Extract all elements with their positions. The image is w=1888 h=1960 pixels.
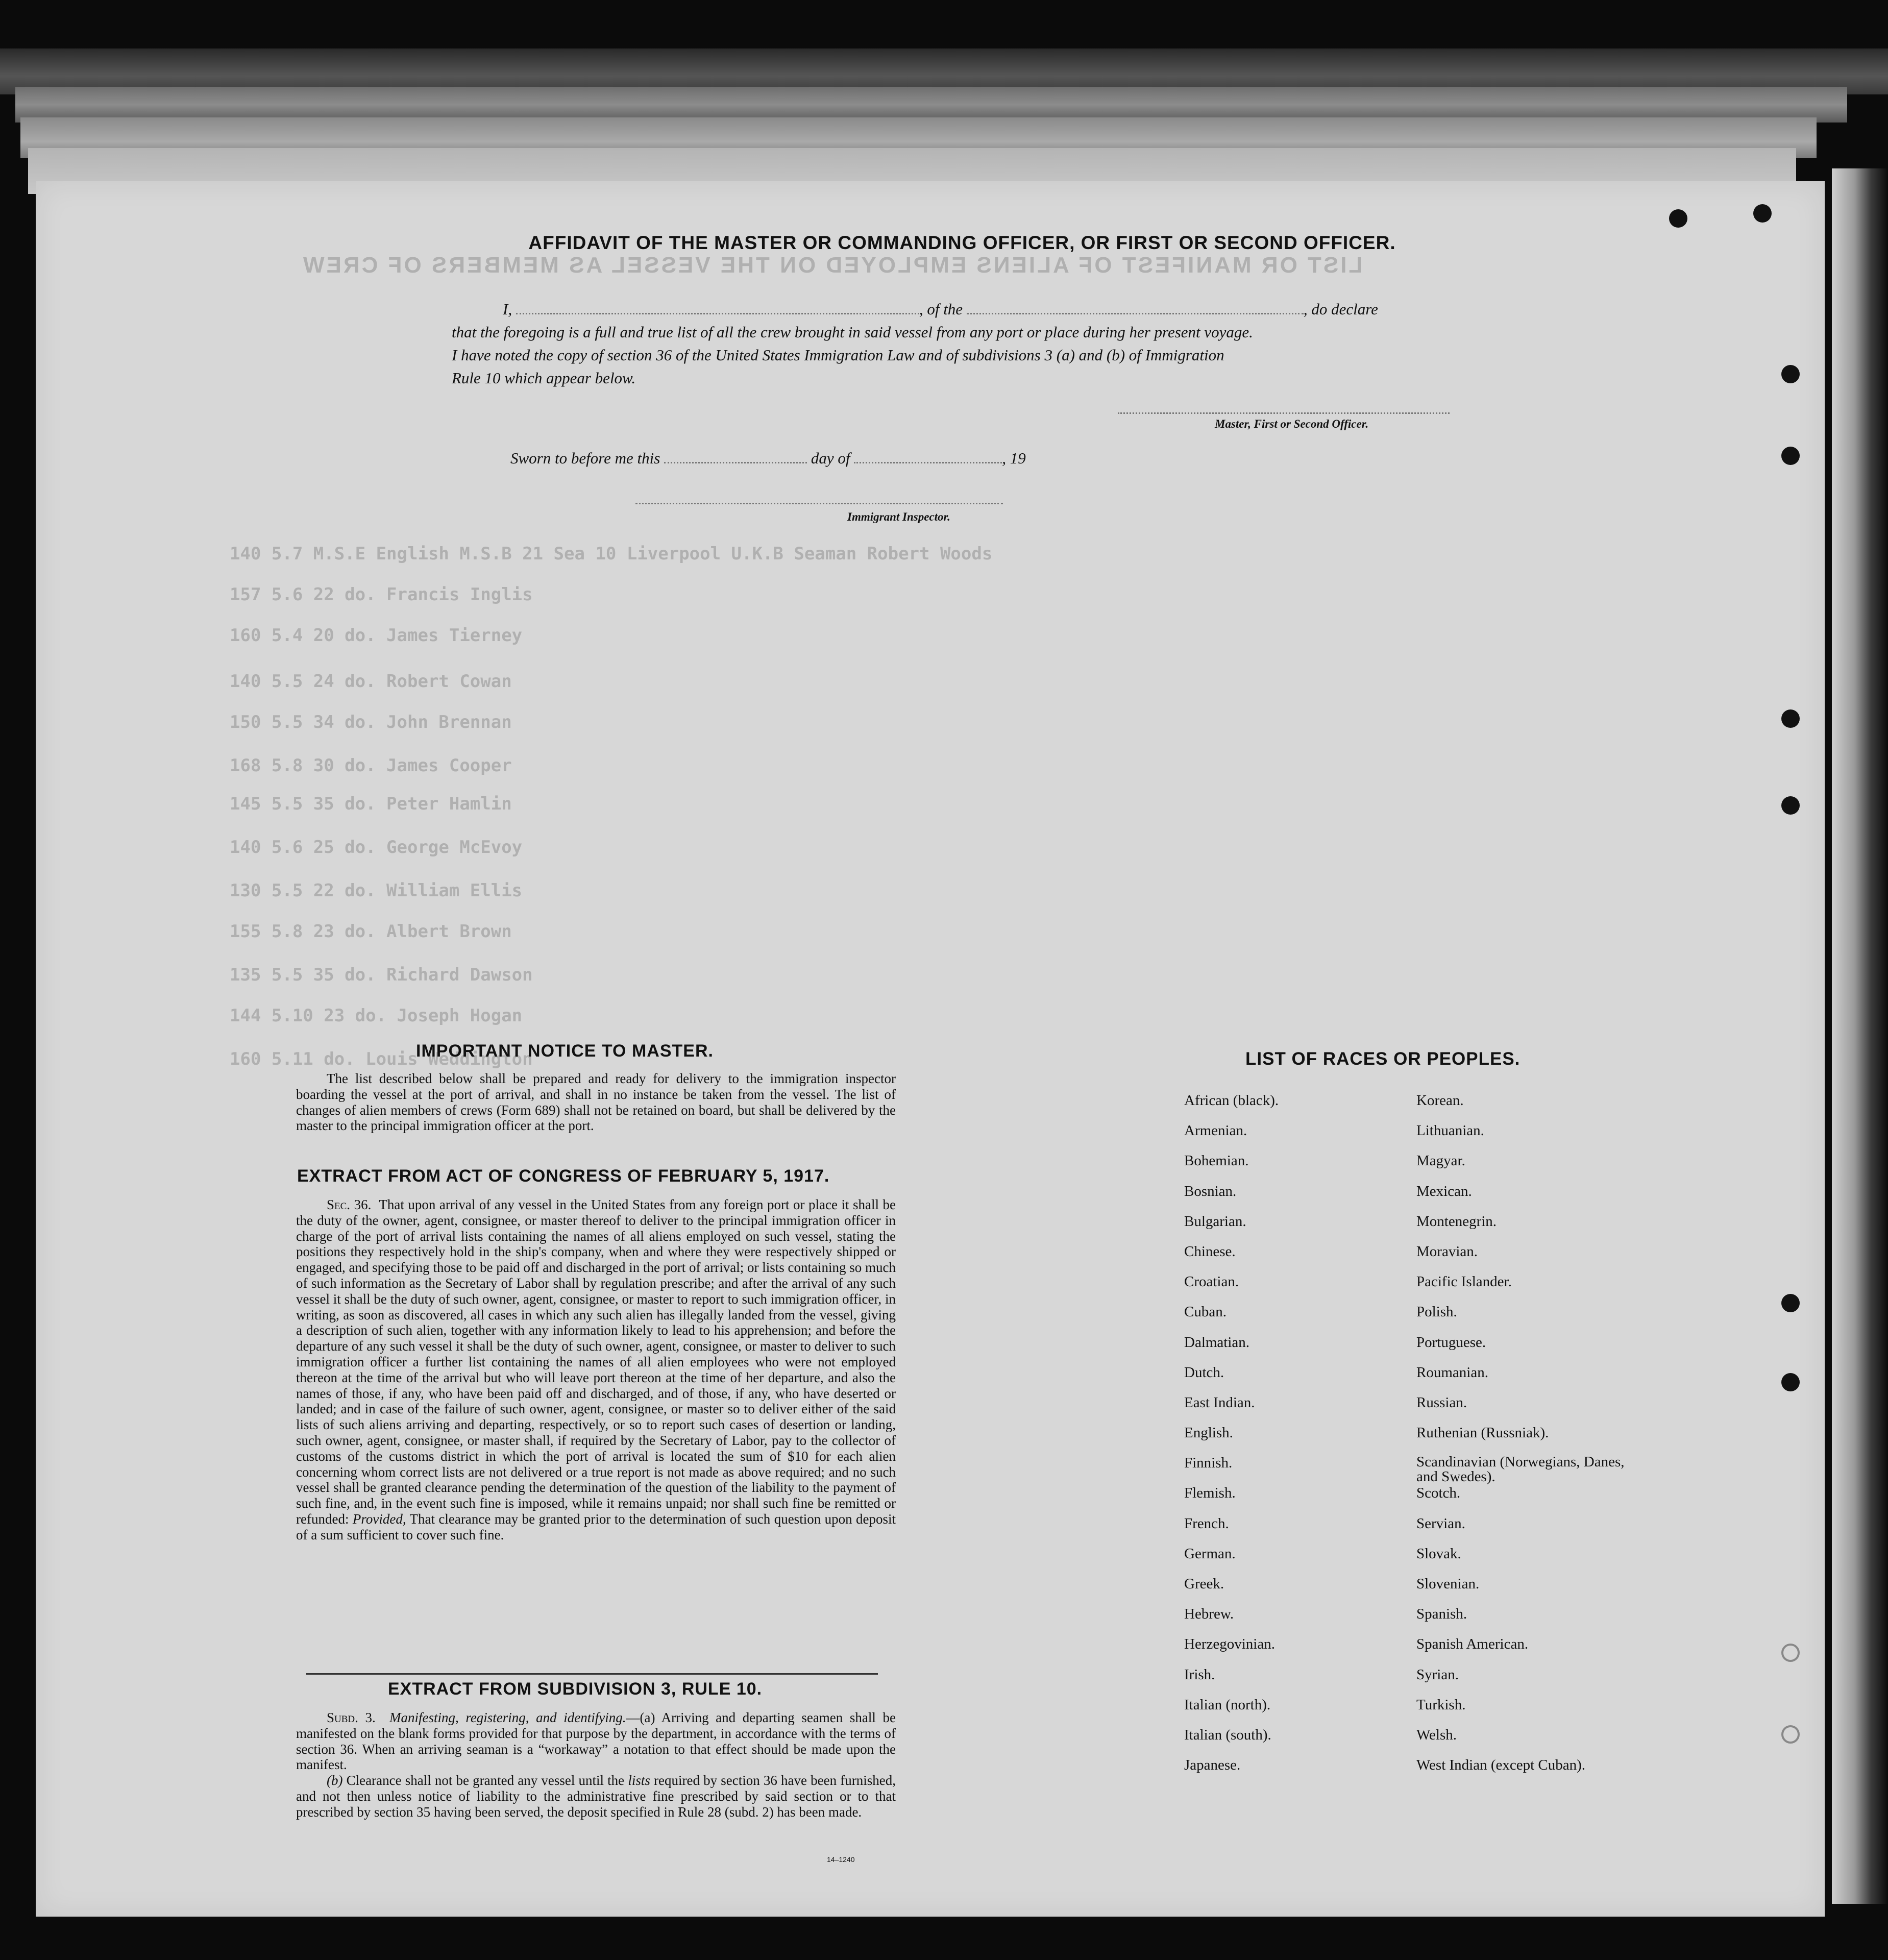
- bleed-through-row: 160 5.4 20 do. James Tierney: [230, 625, 523, 646]
- punch-hole: [1781, 709, 1800, 728]
- race-item: German.: [1184, 1545, 1236, 1562]
- sworn-day-of: day of: [811, 449, 850, 467]
- section-divider: [306, 1673, 878, 1675]
- punch-hole: [1781, 1725, 1800, 1744]
- race-item: Korean.: [1416, 1092, 1464, 1109]
- sworn-year-prefix: , 19: [1002, 449, 1026, 467]
- races-list-left: [1184, 1092, 1429, 1787]
- punch-hole: [1781, 796, 1800, 815]
- affidavit-text-line: that the foregoing is a full and true list of all the crew brought in said vessel from any port or place during her present voyage.: [452, 323, 1253, 341]
- affidavit-title: AFFIDAVIT OF THE MASTER OR COMMANDING OFFICER, OR FIRST OR SECOND OFFICER.: [528, 232, 1396, 253]
- punch-hole: [1781, 1373, 1800, 1391]
- race-item: French.: [1184, 1515, 1229, 1532]
- race-item: Italian (north).: [1184, 1696, 1271, 1713]
- race-item: Slovak.: [1416, 1545, 1461, 1562]
- race-item: Japanese.: [1184, 1757, 1241, 1774]
- race-item: Russian.: [1416, 1394, 1467, 1411]
- affidavit-declare: , do declare: [1303, 300, 1378, 318]
- bleed-through-row: 150 5.5 34 do. John Brennan: [230, 712, 512, 732]
- vessel-name-field[interactable]: [967, 313, 1304, 314]
- notice-paragraph: The list described below shall be prepared and ready for delivery to the immigration inspector boarding the vessel at the port of arrival, and shall in no instance be taken from the vessel. The list of changes of alien members of crews (Form 689) shall not be retained on board, but shall be delivered by the master to the principal immigration officer at the port.: [296, 1071, 896, 1134]
- race-item: Polish.: [1416, 1304, 1457, 1320]
- race-item: Dalmatian.: [1184, 1334, 1250, 1351]
- race-item: Hebrew.: [1184, 1606, 1234, 1623]
- race-item: Montenegrin.: [1416, 1213, 1497, 1230]
- race-item: Herzegovinian.: [1184, 1636, 1275, 1653]
- race-item: Irish.: [1184, 1666, 1215, 1683]
- race-item: Welsh.: [1416, 1726, 1457, 1743]
- race-item: African (black).: [1184, 1092, 1279, 1109]
- bleed-through-row: 144 5.10 23 do. Joseph Hogan: [230, 1006, 523, 1026]
- race-item: Flemish.: [1184, 1485, 1236, 1502]
- bleed-through-row: 145 5.5 35 do. Peter Hamlin: [230, 794, 512, 814]
- sworn-line: [510, 449, 1026, 468]
- race-item: Servian.: [1416, 1515, 1465, 1532]
- race-item: Magyar.: [1416, 1153, 1465, 1169]
- inspector-signature-caption: Immigrant Inspector.: [847, 510, 950, 523]
- bleed-through-row: 155 5.8 23 do. Albert Brown: [230, 921, 512, 942]
- act-text: [296, 1197, 896, 1543]
- rule-text-b-lists: lists: [628, 1773, 650, 1788]
- race-item: Greek.: [1184, 1576, 1224, 1592]
- race-item: Scandinavian (Norwegians, Danes, and Swedes).: [1416, 1454, 1625, 1485]
- punch-hole: [1669, 209, 1687, 228]
- races-list-right: [1416, 1092, 1631, 1787]
- rule-text-a: —(a) Arriving and departing seamen shall be manifested on the blank forms provided for that purpose by the department, in accordance with the terms of section 36. When an arriving seaman is a “workaway” a notation to that effect should be made upon the manifest.: [296, 1710, 896, 1773]
- race-item: Syrian.: [1416, 1666, 1459, 1683]
- notice-text: [296, 1071, 896, 1134]
- race-item: Scotch.: [1416, 1485, 1461, 1502]
- race-item: Cuban.: [1184, 1304, 1227, 1320]
- act-title: EXTRACT FROM ACT OF CONGRESS OF FEBRUARY 5, 1917.: [297, 1166, 830, 1186]
- bleed-through-row: 140 5.5 24 do. Robert Cowan: [230, 671, 512, 692]
- bleed-through-row: 130 5.5 22 do. William Ellis: [230, 880, 523, 901]
- race-item: Slovenian.: [1416, 1576, 1480, 1592]
- bleed-through-row: 168 5.8 30 do. James Cooper: [230, 755, 512, 776]
- race-item: Italian (south).: [1184, 1726, 1271, 1743]
- bleed-through-row: 140 5.7 M.S.E English M.S.B 21 Sea 10 Liverpool U.K.B Seaman Robert Woods: [230, 544, 993, 564]
- race-item: West Indian (except Cuban).: [1416, 1757, 1586, 1774]
- punch-hole: [1781, 365, 1800, 383]
- master-signature-caption: Master, First or Second Officer.: [1215, 418, 1369, 430]
- affidavit-text-line: Rule 10 which appear below.: [452, 369, 636, 387]
- rule-text-b1: Clearance shall not be granted any vessel until the: [346, 1773, 625, 1788]
- punch-hole: [1781, 1644, 1800, 1662]
- sworn-day-field[interactable]: [664, 462, 807, 463]
- punch-hole: [1753, 204, 1772, 223]
- race-item: Portuguese.: [1416, 1334, 1486, 1351]
- act-proviso-text: That clearance may be granted prior to the determination of such question upon deposit of a sum sufficient to cover such fine.: [296, 1511, 896, 1542]
- rule-title: EXTRACT FROM SUBDIVISION 3, RULE 10.: [388, 1679, 763, 1699]
- rule-b-label: (b): [327, 1773, 343, 1788]
- act-section-label: Sec. 36.: [327, 1197, 372, 1212]
- race-item: Ruthenian (Russniak).: [1416, 1425, 1549, 1441]
- affidavit-of-the: , of the: [919, 300, 963, 318]
- bleed-through-row: 135 5.5 35 do. Richard Dawson: [230, 965, 533, 985]
- affidavit-i: I,: [503, 300, 512, 318]
- inspector-signature-line[interactable]: [635, 503, 1003, 504]
- sworn-month-field[interactable]: [854, 462, 1002, 463]
- sworn-text: Sworn to before me this: [510, 449, 660, 467]
- rule-text: [296, 1710, 896, 1820]
- bleed-through-row: 140 5.6 25 do. George McEvoy: [230, 837, 523, 857]
- affidavit-text-line: I have noted the copy of section 36 of the United States Immigration Law and of subdivisions 3 (a) and (b) of Immigration: [452, 346, 1224, 364]
- race-item: Croatian.: [1184, 1273, 1239, 1290]
- races-title: LIST OF RACES OR PEOPLES.: [1245, 1049, 1521, 1069]
- race-item: Pacific Islander.: [1416, 1273, 1512, 1290]
- race-item: Dutch.: [1184, 1364, 1224, 1381]
- punch-hole: [1781, 447, 1800, 465]
- officer-name-field[interactable]: [516, 313, 919, 314]
- race-item: Moravian.: [1416, 1243, 1478, 1260]
- sheet-edge: [1832, 168, 1888, 1904]
- race-item: Spanish.: [1416, 1606, 1467, 1623]
- bleed-through-row: 157 5.6 22 do. Francis Inglis: [230, 584, 533, 605]
- punch-hole: [1781, 1294, 1800, 1312]
- race-item: Bosnian.: [1184, 1183, 1237, 1199]
- race-item: Armenian.: [1184, 1122, 1247, 1139]
- form-number: 14–1240: [827, 1855, 855, 1864]
- race-item: Turkish.: [1416, 1696, 1466, 1713]
- notice-title: IMPORTANT NOTICE TO MASTER.: [416, 1041, 714, 1061]
- rule-text-b2: required by section 36 have been furnished, and not then unless notice of liability to the administrative fine prescribed by said section or to that prescribed by section 35 having been served, the deposit specified in Rule 28 (subd. 2) has been made.: [296, 1773, 896, 1820]
- race-item: Roumanian.: [1416, 1364, 1488, 1381]
- bleed-through-row: 160 5.11 do. Louis Weddington: [230, 1049, 533, 1069]
- race-item: Lithuanian.: [1416, 1122, 1484, 1139]
- race-item: Bohemian.: [1184, 1153, 1249, 1169]
- race-item: Bulgarian.: [1184, 1213, 1246, 1230]
- race-item: Finnish.: [1184, 1455, 1233, 1472]
- race-item: East Indian.: [1184, 1394, 1255, 1411]
- affidavit-declaration-line: [503, 300, 1378, 318]
- race-item: Spanish American.: [1416, 1636, 1529, 1653]
- rule-subd-label: Subd. 3.: [327, 1710, 376, 1725]
- act-proviso-label: Provided,: [352, 1511, 406, 1527]
- rule-subd-heading: Manifesting, registering, and identifying.: [389, 1710, 626, 1725]
- race-item: Chinese.: [1184, 1243, 1236, 1260]
- race-item: Mexican.: [1416, 1183, 1472, 1199]
- master-signature-line[interactable]: [1118, 412, 1450, 414]
- act-section-text: That upon arrival of any vessel in the United States from any foreign port or place it shall be the duty of the owner, agent, consignee, or master thereof to deliver to the principal immigration officer in charge of the port of arrival lists containing the names of all aliens employed on such vessel, stating the positions they respectively hold in the ship's company, when and where they were respectively shipped or engaged, and specifying those to be paid off and discharged in the port of arrival; or lists containing so much of such information as the Secretary of Labor shall by regulation prescribe; and after the arrival of any such vessel it shall be the duty of such owner, agent, consignee, or master to report to such immigration officer, in writing, as soon as discovered, all cases in which any such alien has illegally landed from the vessel, giving a description of such alien, together with any information likely to lead to his apprehension; and before the departure of any such vessel it shall be the duty of such owner, agent, consignee, or master to deliver to such immigration officer a further list containing the names of all alien employees who were not employed thereon at the time of the arrival but who will leave port thereon at the time of her departure, and also the names of those, if any, who have been paid off and discharged, and of those, if any, who have deserted or landed; and in case of the failure of such owner, agent, consignee, or master so to deliver either of the said lists of such aliens arriving and departing, respectively, or so to report such cases of desertion or landing, such owner, agent, consignee, or master shall, if required by the Secretary of Labor, pay to the collector of customs of the customs district in which the port of arrival is located the sum of $10 for each alien concerning whom correct lists are not delivered or a true report is not made as above required; and no such vessel shall be granted clearance pending the determination of the question of the liability to the payment of such fine, and, in the event such fine is imposed, while it remains unpaid; nor shall such fine be remitted or refunded:: [296, 1197, 896, 1527]
- race-item: English.: [1184, 1425, 1233, 1441]
- bleed-through-title: LIST OR MANIFEST OF ALIENS EMPLOYED ON THE VESSEL AS MEMBERS OF CREW: [301, 253, 1363, 278]
